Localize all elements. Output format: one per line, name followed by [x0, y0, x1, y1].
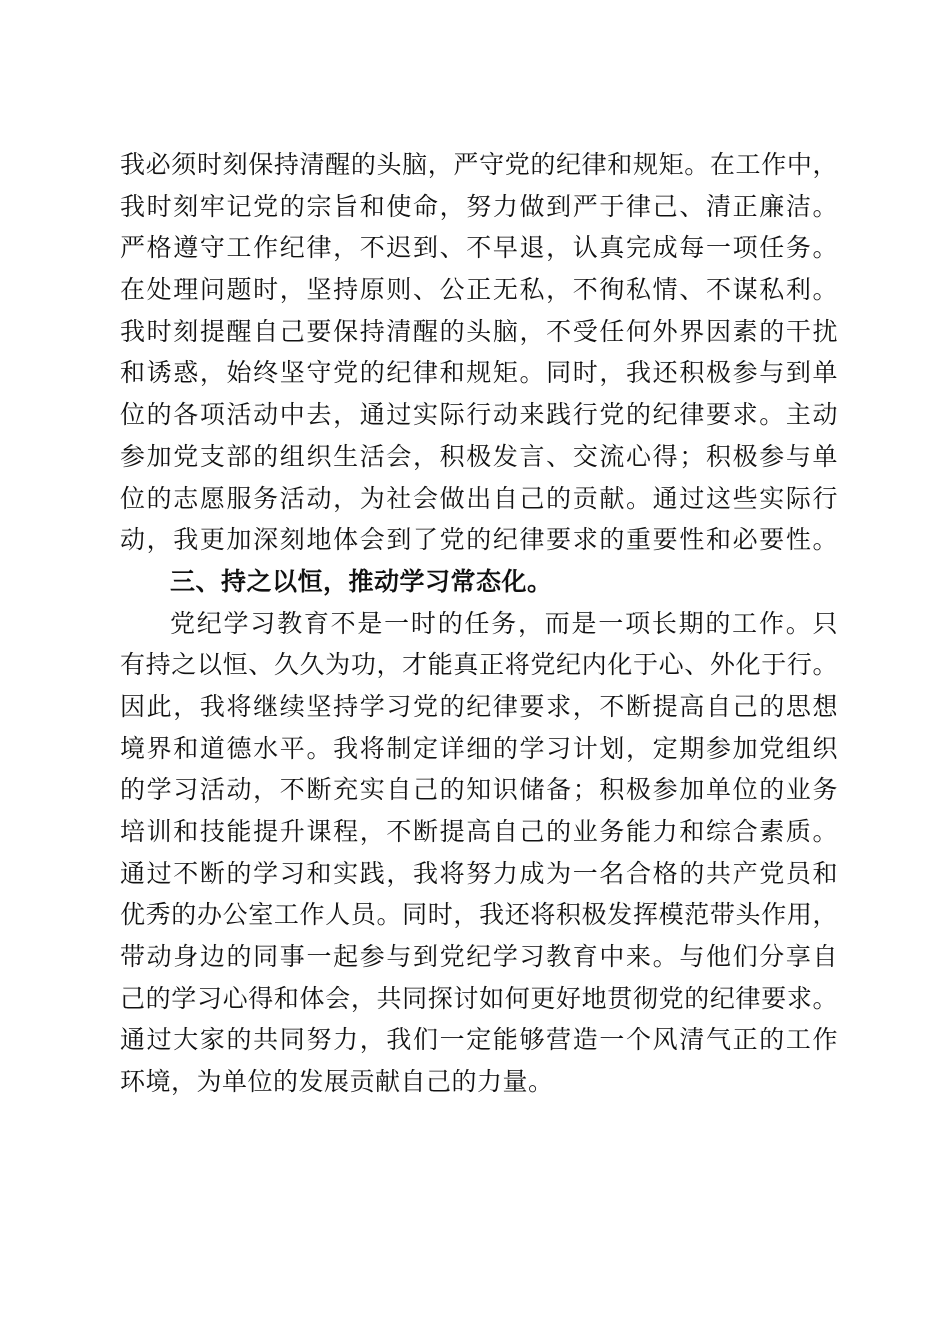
text-line: 参加党支部的组织生活会，积极发言、交流心得；积极参与单	[120, 441, 838, 471]
text-line: 的学习活动，不断充实自己的知识储备；积极参加单位的业务	[120, 775, 838, 805]
text-line: 通过不断的学习和实践，我将努力成为一名合格的共产党员和	[120, 858, 838, 888]
text-line: 有持之以恒、久久为功，才能真正将党纪内化于心、外化于行。	[120, 650, 838, 680]
section-heading: 三、持之以恒，推动学习常态化。	[170, 566, 553, 596]
text-line: 我必须时刻保持清醒的头脑，严守党的纪律和规矩。在工作中，	[120, 150, 838, 179]
text-line: 位的志愿服务活动，为社会做出自己的贡献。通过这些实际行	[120, 483, 838, 513]
text-line: 境界和道德水平。我将制定详细的学习计划，定期参加党组织	[120, 733, 838, 763]
text-line: 我时刻牢记党的宗旨和使命，努力做到严于律己、清正廉洁。	[120, 191, 838, 221]
text-line: 严格遵守工作纪律，不迟到、不早退，认真完成每一项任务。	[120, 233, 838, 263]
document-page	[120, 144, 838, 1103]
text-line: 因此，我将继续坚持学习党的纪律要求，不断提高自己的思想	[120, 691, 838, 721]
text-line: 己的学习心得和体会，共同探讨如何更好地贯彻党的纪律要求。	[120, 983, 838, 1013]
paragraph-discipline-practice	[120, 144, 838, 561]
text-line: 通过大家的共同努力，我们一定能够营造一个风清气正的工作	[120, 1025, 838, 1055]
text-line: 环境，为单位的发展贡献自己的力量。	[120, 1067, 554, 1097]
text-line: 和诱惑，始终坚守党的纪律和规矩。同时，我还积极参与到单	[120, 358, 838, 388]
text-line: 优秀的办公室工作人员。同时，我还将积极发挥模范带头作用，	[120, 900, 838, 930]
text-line: 我时刻提醒自己要保持清醒的头脑，不受任何外界因素的干扰	[120, 316, 838, 346]
text-line: 在处理问题时，坚持原则、公正无私，不徇私情、不谋私利。	[120, 275, 838, 305]
paragraph-persistent-learning	[120, 603, 838, 1103]
text-line: 培训和技能提升课程，不断提高自己的业务能力和综合素质。	[120, 817, 838, 846]
text-line: 位的各项活动中去，通过实际行动来践行党的纪律要求。主动	[120, 400, 838, 430]
text-line: 党纪学习教育不是一时的任务，而是一项长期的工作。只	[170, 608, 838, 638]
text-line: 带动身边的同事一起参与到党纪学习教育中来。与他们分享自	[120, 942, 838, 972]
text-line: 动，我更加深刻地体会到了党的纪律要求的重要性和必要性。	[120, 525, 838, 555]
